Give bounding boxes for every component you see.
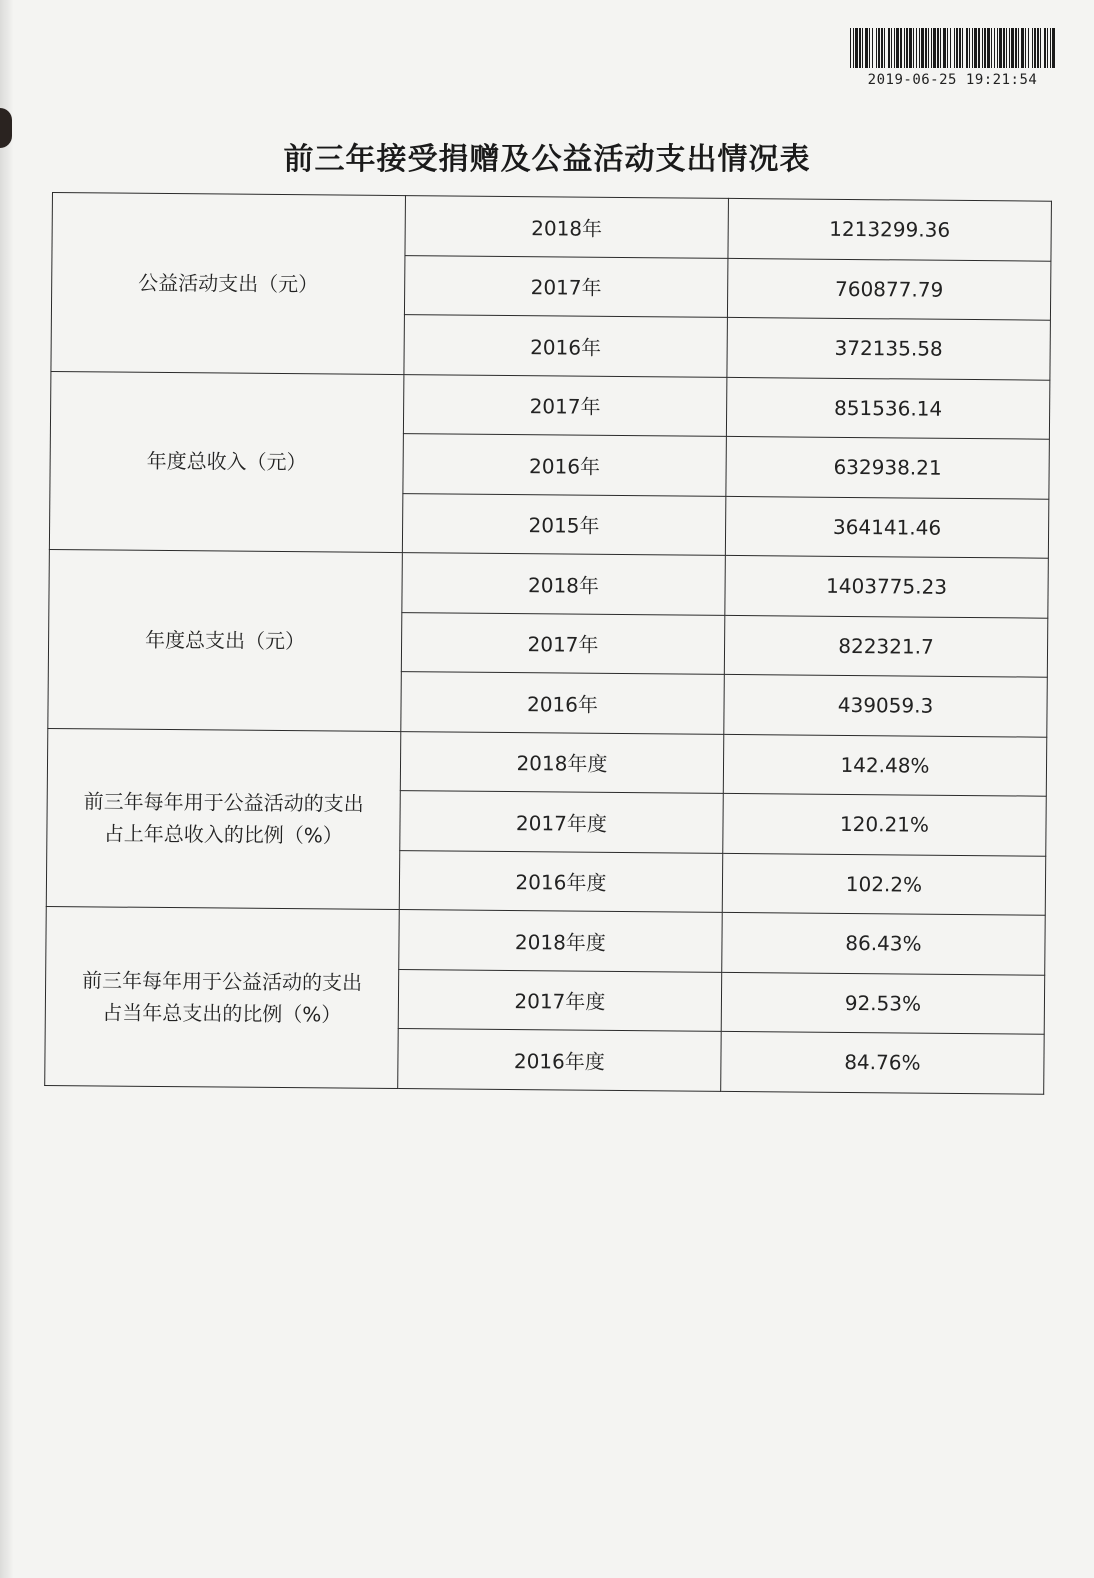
value-cell: 1213299.36: [728, 198, 1052, 260]
year-cell: 2018年: [402, 553, 725, 615]
year-cell: 2017年: [401, 612, 724, 674]
category-label: 年度总支出（元）: [144, 627, 306, 653]
category-label-line-2: 占上年总收入的比例（%）: [103, 821, 343, 848]
year-cell: 2016年度: [398, 1029, 721, 1091]
table-row: [47, 728, 1046, 796]
value-cell: 92.53%: [721, 972, 1045, 1034]
value-cell: 102.2%: [722, 853, 1046, 915]
year-cell: 2016年度: [399, 850, 722, 912]
category-label: 年度总收入（元）: [146, 449, 307, 475]
year-cell: 2017年度: [398, 969, 721, 1031]
category-label-line-1: 前三年每年用于公益活动的支出: [81, 968, 363, 995]
table-row: [49, 549, 1048, 617]
table-row: [52, 193, 1051, 261]
category-cell-public-welfare-expense: [51, 193, 405, 375]
year-cell: 2017年: [403, 374, 726, 436]
table-row: [50, 371, 1049, 439]
value-cell: 372135.58: [727, 317, 1051, 379]
category-cell-ratio-current-expense: [45, 906, 399, 1088]
category-cell-ratio-prev-income: [46, 728, 400, 910]
value-cell: 120.21%: [723, 793, 1047, 855]
year-cell: 2016年: [404, 315, 727, 377]
value-cell: 84.76%: [721, 1031, 1045, 1093]
year-cell: 2017年度: [400, 791, 723, 853]
category-label-line-2: 占当年总支出的比例（%）: [102, 1000, 342, 1027]
year-cell: 2016年: [403, 434, 726, 496]
value-cell: 1403775.23: [725, 555, 1049, 617]
value-cell: 822321.7: [724, 615, 1048, 677]
year-cell: 2018年: [405, 196, 728, 258]
category-label-line-1: 前三年每年用于公益活动的支出: [83, 789, 364, 816]
page-edge-shadow: [0, 0, 14, 1578]
year-cell: 2017年: [404, 255, 727, 317]
category-cell-annual-income: [49, 371, 403, 553]
value-cell: 142.48%: [723, 734, 1047, 796]
document-title: 前三年接受捐赠及公益活动支出情况表: [283, 142, 811, 177]
print-timestamp: 2019-06-25 19:21:54: [867, 72, 1038, 88]
value-cell: 632938.21: [726, 436, 1050, 498]
year-cell: 2015年: [402, 493, 725, 555]
barcode-icon: [850, 28, 1055, 68]
year-cell: 2016年: [401, 672, 724, 734]
value-cell: 851536.14: [726, 377, 1050, 439]
donation-expense-table: [44, 192, 1052, 1094]
table-row: [46, 906, 1045, 974]
category-cell-annual-expense: [48, 549, 402, 731]
category-label: 公益活动支出（元）: [138, 270, 319, 297]
value-cell: 760877.79: [727, 258, 1051, 320]
value-cell: 364141.46: [725, 496, 1049, 558]
value-cell: 439059.3: [724, 674, 1048, 736]
value-cell: 86.43%: [722, 912, 1046, 974]
barcode-stamp: [850, 28, 1055, 88]
year-cell: 2018年度: [399, 910, 722, 972]
year-cell: 2018年度: [400, 731, 723, 793]
